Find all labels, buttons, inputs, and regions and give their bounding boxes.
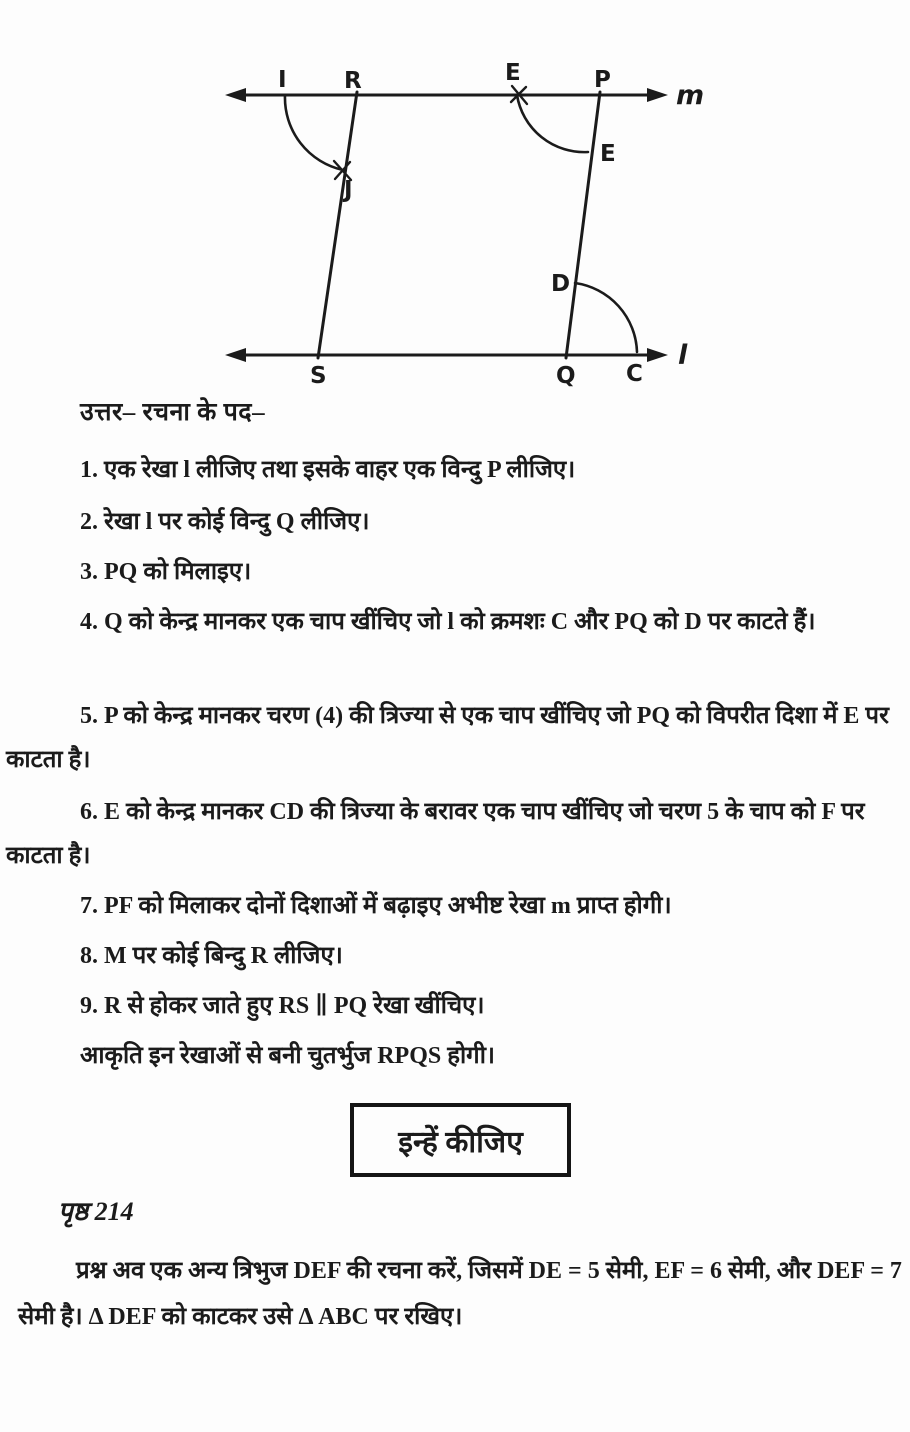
- do-these-box: [350, 1103, 571, 1177]
- construction-step-4: 4. Q को केन्द्र मानकर एक चाप खींचिए जो l को क्रमशः C और PQ को D पर काटते हैं।: [80, 609, 816, 635]
- line-rs: [318, 92, 357, 358]
- construction-step-7: 7. PF को मिलाकर दोनों दिशाओं में बढ़ाइए अभीष्ट रेखा m प्राप्त होगी।: [80, 893, 672, 919]
- answer-heading: उत्तर– रचना के पद–: [80, 399, 266, 426]
- question-paragraph: प्रश्न अव एक अन्य त्रिभुज DEF की रचना करें, जिसमें DE = 5 सेमी, EF = 6 सेमी, और DEF = 7 सेमी है। Δ DEF को काटकर उसे Δ ABC पर रखिए।: [18, 1258, 902, 1330]
- construction-step-3: 3. PQ को मिलाइए।: [80, 559, 252, 585]
- point-label-j: J: [344, 177, 353, 203]
- point-label-q: Q: [556, 363, 576, 389]
- arrow-m-left: [225, 88, 246, 102]
- point-label-d: D: [551, 271, 571, 297]
- page-reference: पृष्ठ 214: [58, 1197, 134, 1226]
- point-label-p: P: [594, 67, 611, 93]
- point-label-i: I: [278, 67, 287, 93]
- arc-left: [285, 95, 343, 170]
- construction-step-9: 9. R से होकर जाते हुए RS ∥ PQ रेखा खींचिए।: [80, 993, 485, 1019]
- point-label-r: R: [344, 68, 362, 94]
- point-label-e-top: E: [505, 60, 521, 86]
- point-label-s: S: [310, 363, 327, 389]
- arrow-l-right: [647, 348, 668, 362]
- line-pq: [566, 92, 600, 358]
- point-label-e-side: E: [600, 141, 616, 167]
- arrow-m-right: [647, 88, 668, 102]
- arc-bottom-right: [575, 283, 637, 352]
- construction-diagram: [0, 0, 910, 400]
- construction-step-8: 8. M पर कोई बिन्दु R लीजिए।: [80, 943, 343, 969]
- line-label-m: m: [676, 80, 705, 111]
- construction-step-6: 6. E को केन्द्र मानकर CD की त्रिज्या के बरावर एक चाप खींचिए जो चरण 5 के चाप को F पर काटता है।: [6, 799, 865, 869]
- closing-note: आकृति इन रेखाओं से बनी चुतर्भुज RPQS होगी।: [80, 1043, 496, 1069]
- arrow-l-left: [225, 348, 246, 362]
- construction-step-1: 1. एक रेखा l लीजिए तथा इसके वाहर एक विन्दु P लीजिए।: [80, 457, 576, 483]
- construction-step-5: 5. P को केन्द्र मानकर चरण (4) की त्रिज्या से एक चाप खींचिए जो PQ को विपरीत दिशा में E पर काटता है।: [6, 703, 889, 773]
- construction-step-2: 2. रेखा l पर कोई विन्दु Q लीजिए।: [80, 509, 370, 535]
- do-these-label: इन्हें कीजिए: [398, 1125, 523, 1159]
- line-label-l: l: [678, 340, 688, 371]
- point-label-c: C: [626, 361, 643, 387]
